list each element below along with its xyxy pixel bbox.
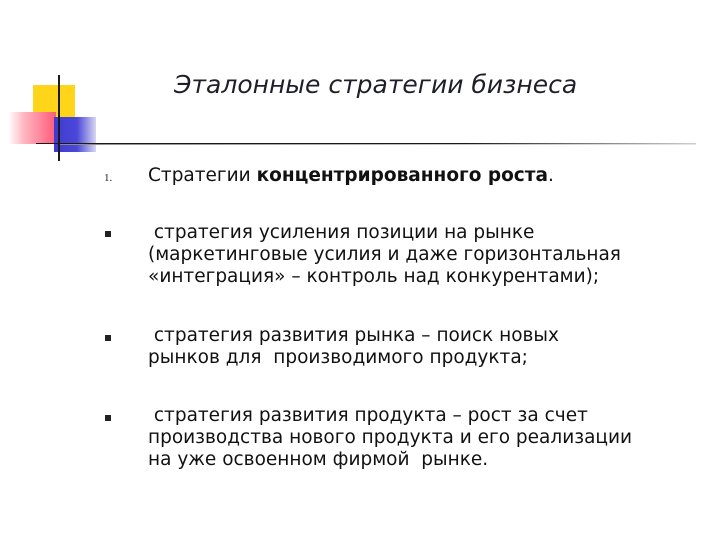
item-suffix: . bbox=[547, 165, 554, 186]
item-line: стратегия усиления позиции на рынке bbox=[148, 222, 535, 243]
item-line: производства нового продукта и его реализации bbox=[148, 427, 633, 448]
item-line: рынков для производимого продукта; bbox=[148, 347, 528, 368]
square-bullet-icon bbox=[105, 231, 111, 237]
numbered-marker: 1. bbox=[104, 172, 113, 184]
list-item-product-development bbox=[148, 405, 708, 471]
decorative-blue-square bbox=[54, 117, 96, 152]
square-bullet-icon bbox=[105, 415, 111, 421]
square-bullet-icon bbox=[105, 335, 111, 341]
list-item-market-position bbox=[148, 222, 708, 288]
item-line: на уже освоенном фирмой рынке. bbox=[148, 449, 489, 470]
decorative-vertical-line bbox=[58, 75, 60, 161]
decorative-red-gradient-bar bbox=[8, 112, 56, 144]
item-line: (маркетинговые усилия и даже горизонтальная bbox=[148, 244, 621, 265]
title-underline-shadow bbox=[60, 144, 696, 145]
item-prefix: Стратегии bbox=[148, 165, 257, 186]
item-line: стратегия развития продукта – рост за счет bbox=[148, 405, 588, 426]
item-line: «интеграция» – контроль над конкурентами); bbox=[148, 266, 600, 287]
item-emphasis: концентрированного роста bbox=[256, 165, 548, 186]
list-item-market-development bbox=[148, 325, 708, 369]
list-item-concentrated-growth bbox=[148, 165, 708, 187]
item-line: стратегия развития рынка – поиск новых bbox=[148, 325, 559, 346]
slide-title: Эталонные стратегии бизнеса bbox=[174, 70, 578, 99]
